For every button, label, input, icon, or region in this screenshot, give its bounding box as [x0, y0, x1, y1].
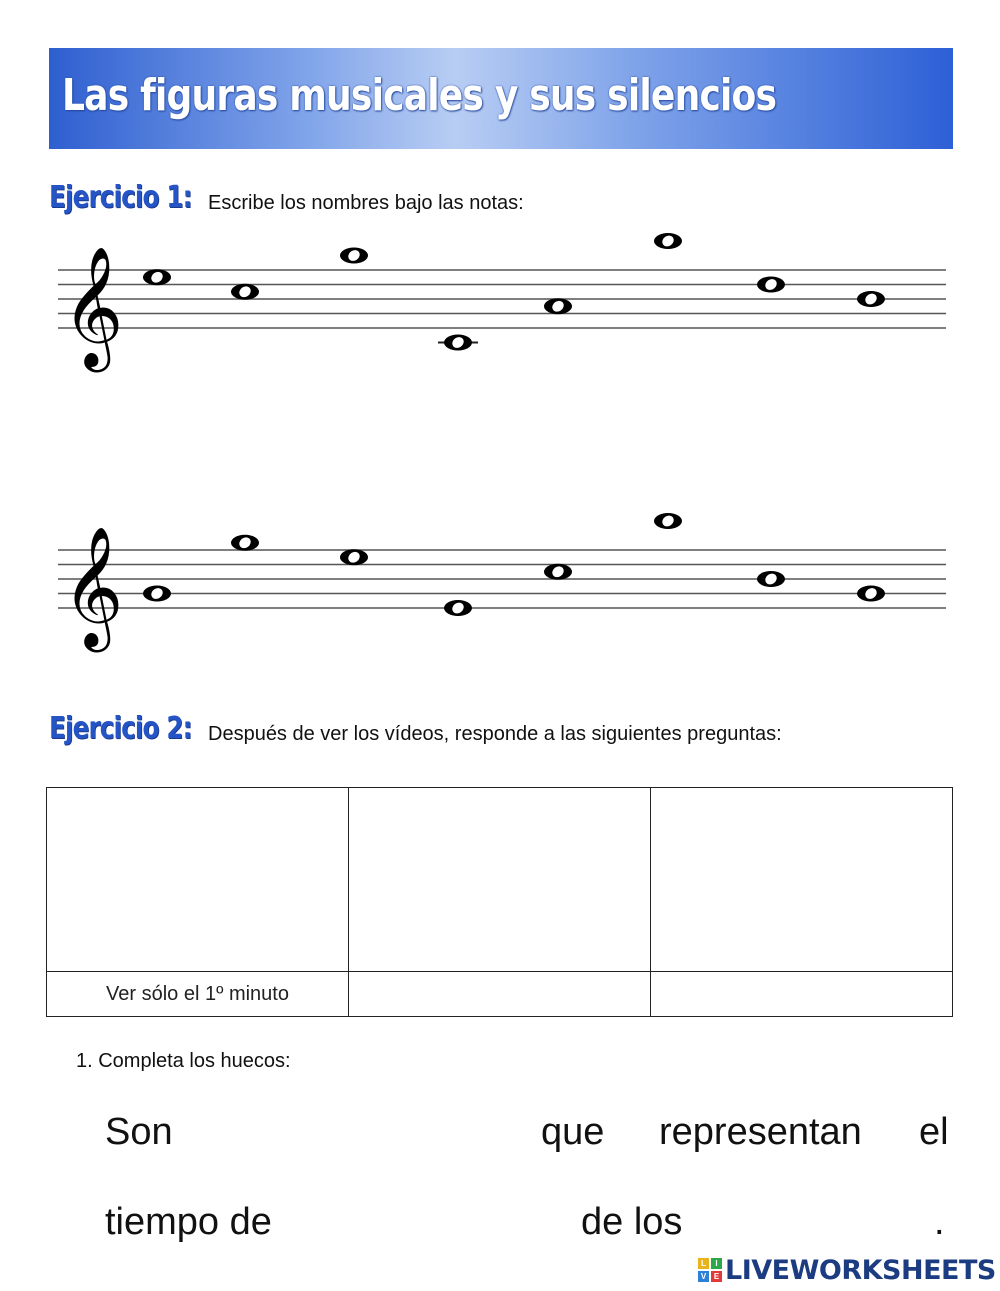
whole-note	[143, 586, 171, 602]
whole-note	[444, 600, 472, 616]
blank-word-el: el	[919, 1111, 949, 1153]
whole-note	[757, 277, 785, 293]
treble-clef-icon: 𝄞	[62, 245, 124, 367]
whole-note	[438, 335, 478, 351]
music-staff-1	[0, 230, 1000, 380]
video-caption-3	[651, 972, 953, 1017]
blank-word-period: .	[934, 1201, 945, 1243]
video-cell-1[interactable]	[47, 788, 349, 972]
exercise2-label: Ejercicio 2:	[49, 711, 192, 746]
video-caption-1: Ver sólo el 1º minuto	[47, 972, 349, 1017]
blank-word-son: Son	[105, 1111, 173, 1153]
logo-grid-icon	[698, 1258, 722, 1282]
blank-word-de-los: de los	[581, 1201, 683, 1243]
whole-note	[857, 586, 885, 602]
whole-note	[340, 248, 368, 264]
exercise1-instruction: Escribe los nombres bajo las notas:	[208, 192, 524, 214]
exercise1-heading	[49, 180, 524, 215]
video-table	[46, 787, 953, 1017]
whole-note	[757, 571, 785, 587]
whole-note	[231, 535, 259, 551]
logo-letter-i: I	[711, 1258, 722, 1269]
logo-letter-v: V	[698, 1271, 709, 1282]
exercise2-instruction: Después de ver los vídeos, responde a las siguientes preguntas:	[208, 723, 782, 745]
logo-letter-l: L	[698, 1258, 709, 1269]
blank-word-tiempo-de: tiempo de	[105, 1201, 272, 1243]
exercise2-heading	[49, 711, 782, 746]
whole-note	[857, 291, 885, 307]
whole-note	[544, 298, 572, 314]
music-staff-2	[0, 510, 1000, 660]
logo-text: LIVEWORKSHEETS	[725, 1254, 996, 1286]
whole-note	[231, 284, 259, 300]
liveworksheets-logo[interactable]	[698, 1254, 996, 1286]
blank-word-representan: representan	[659, 1111, 862, 1153]
exercise1-label: Ejercicio 1:	[49, 180, 192, 215]
video-cell-2[interactable]	[349, 788, 651, 972]
video-caption-2	[349, 972, 651, 1017]
question-1: 1. Completa los huecos:	[76, 1050, 291, 1072]
blank-word-que: que	[541, 1111, 605, 1153]
whole-note	[340, 549, 368, 565]
video-cell-3[interactable]	[651, 788, 953, 972]
caption-row	[47, 972, 953, 1017]
page-title: Las figuras musicales y sus silencios	[62, 70, 777, 121]
video-row	[47, 788, 953, 972]
logo-letter-e: E	[711, 1271, 722, 1282]
whole-note	[544, 564, 572, 580]
whole-note	[654, 513, 682, 529]
whole-note	[143, 269, 171, 285]
whole-note	[654, 233, 682, 249]
treble-clef-icon: 𝄞	[62, 525, 124, 647]
